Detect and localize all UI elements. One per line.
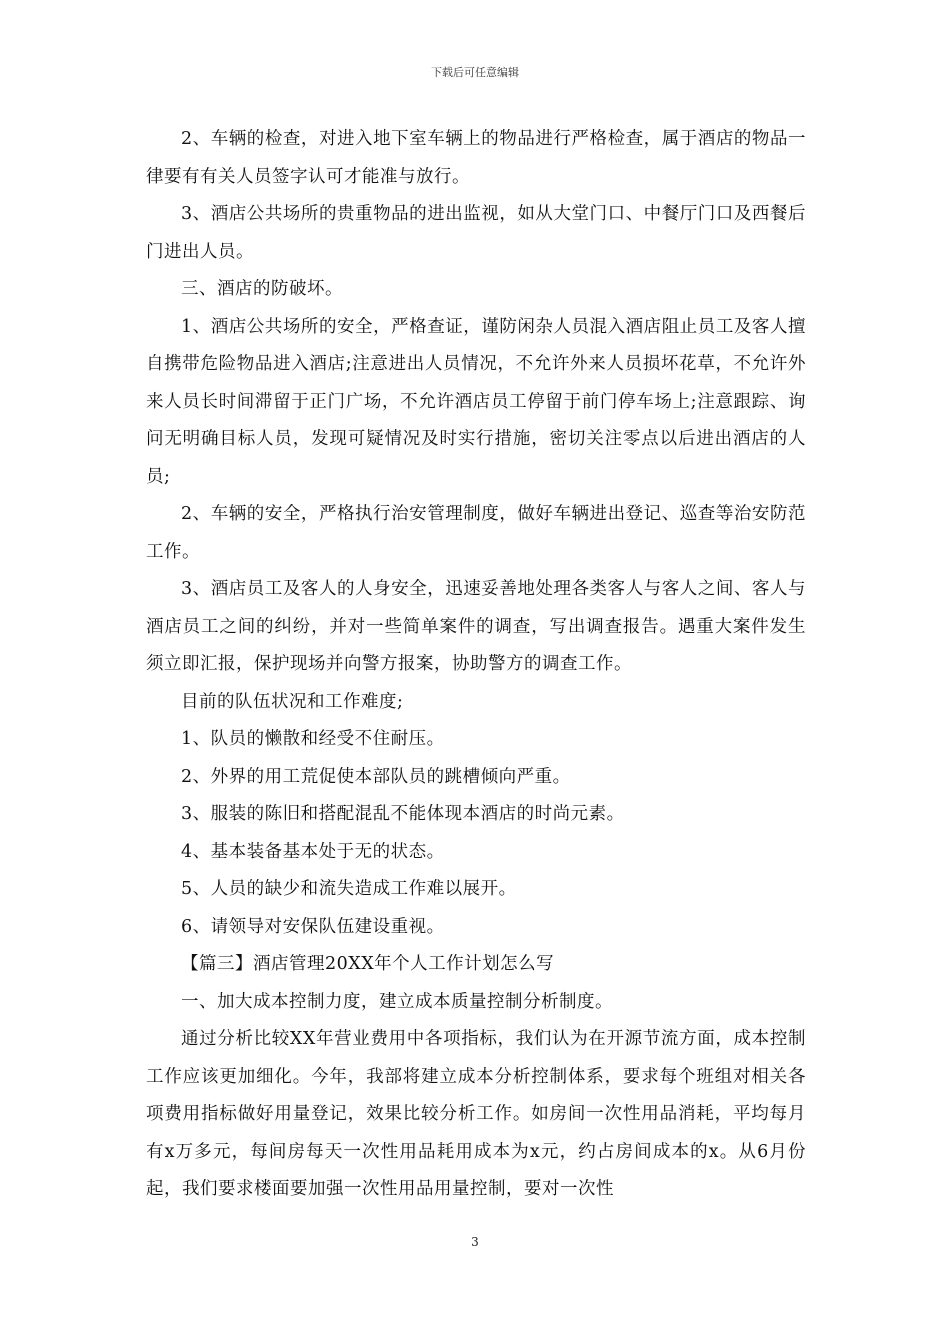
paragraph-valuables-monitoring: 3、酒店公共场所的贵重物品的进出监视，如从大堂门口、中餐厅门口及西餐后门进出人员。 <box>146 204 806 262</box>
list-item-6: 6、请领导对安保队伍建设重视。 <box>181 916 445 937</box>
page-number: 3 <box>471 1235 479 1249</box>
list-item-5: 5、人员的缺少和流失造成工作难以展开。 <box>181 879 517 899</box>
list-item-1: 1、队员的懒散和经受不住耐压。 <box>181 729 445 749</box>
paragraph-team-status-heading: 目前的队伍状况和工作难度; <box>181 691 404 712</box>
page-header: 下载后可任意编辑 <box>431 66 519 79</box>
list-item-3: 3、服装的陈旧和搭配混乱不能体现本酒店的时尚元素。 <box>181 804 625 824</box>
paragraph-vehicle-inspection: 2、车辆的检查，对进入地下室车辆上的物品进行严格检查，属于酒店的物品一律要有有关人员签字认可才能准与放行。 <box>146 129 806 187</box>
paragraph-vehicle-safety: 2、车辆的安全，严格执行治安管理制度，做好车辆进出登记、巡查等治安防范工作。 <box>146 504 806 562</box>
document-body <box>146 121 806 1209</box>
list-item-4: 4、基本装备基本处于无的状态。 <box>181 841 445 862</box>
list-item-2: 2、外界的用工荒促使本部队员的跳槽倾向严重。 <box>181 766 571 787</box>
paragraph-personal-safety: 3、酒店员工及客人的人身安全，迅速妥善地处理各类客人与客人之间、客人与酒店员工之间的纠纷，并对一些简单案件的调查，写出调查报告。遇重大案件发生须立即汇报，保护现场并向警方报案，协助警方的调查工作。 <box>146 579 806 674</box>
section-heading-cost-control: 一、加大成本控制力度，建立成本质量控制分析制度。 <box>181 991 613 1012</box>
paragraph-public-area-safety: 1、酒店公共场所的安全，严格查证，谨防闲杂人员混入酒店阻止员工及客人擅自携带危险物品进入酒店;注意进出人员情况，不允许外来人员损坏花草，不允许外来人员长时间滞留于正门广场，不允许酒店员工停留于前门停车场上;注意跟踪、询问无明确目标人员，发现可疑情况及时实行措施，密切关注零点以后进出酒店的人员; <box>146 316 806 487</box>
section-heading-anti-sabotage: 三、酒店的防破坏。 <box>181 279 343 299</box>
paragraph-cost-analysis: 通过分析比较XX年营业费用中各项指标，我们认为在开源节流方面，成本控制工作应该更加细化。今年，我部将建立成本分析控制体系，要求每个班组对相关各项费用指标做好用量登记，效果比较分析工作。如房间一次性用品消耗，平均每月有x万多元，每间房每天一次性用品耗用成本为x元，约占房间成本的x。从6月份起，我们要求楼面要加强一次性用品用量控制，要对一次性 <box>146 1029 806 1199</box>
section-title-part-three: 【篇三】酒店管理20XX年个人工作计划怎么写 <box>181 954 555 974</box>
